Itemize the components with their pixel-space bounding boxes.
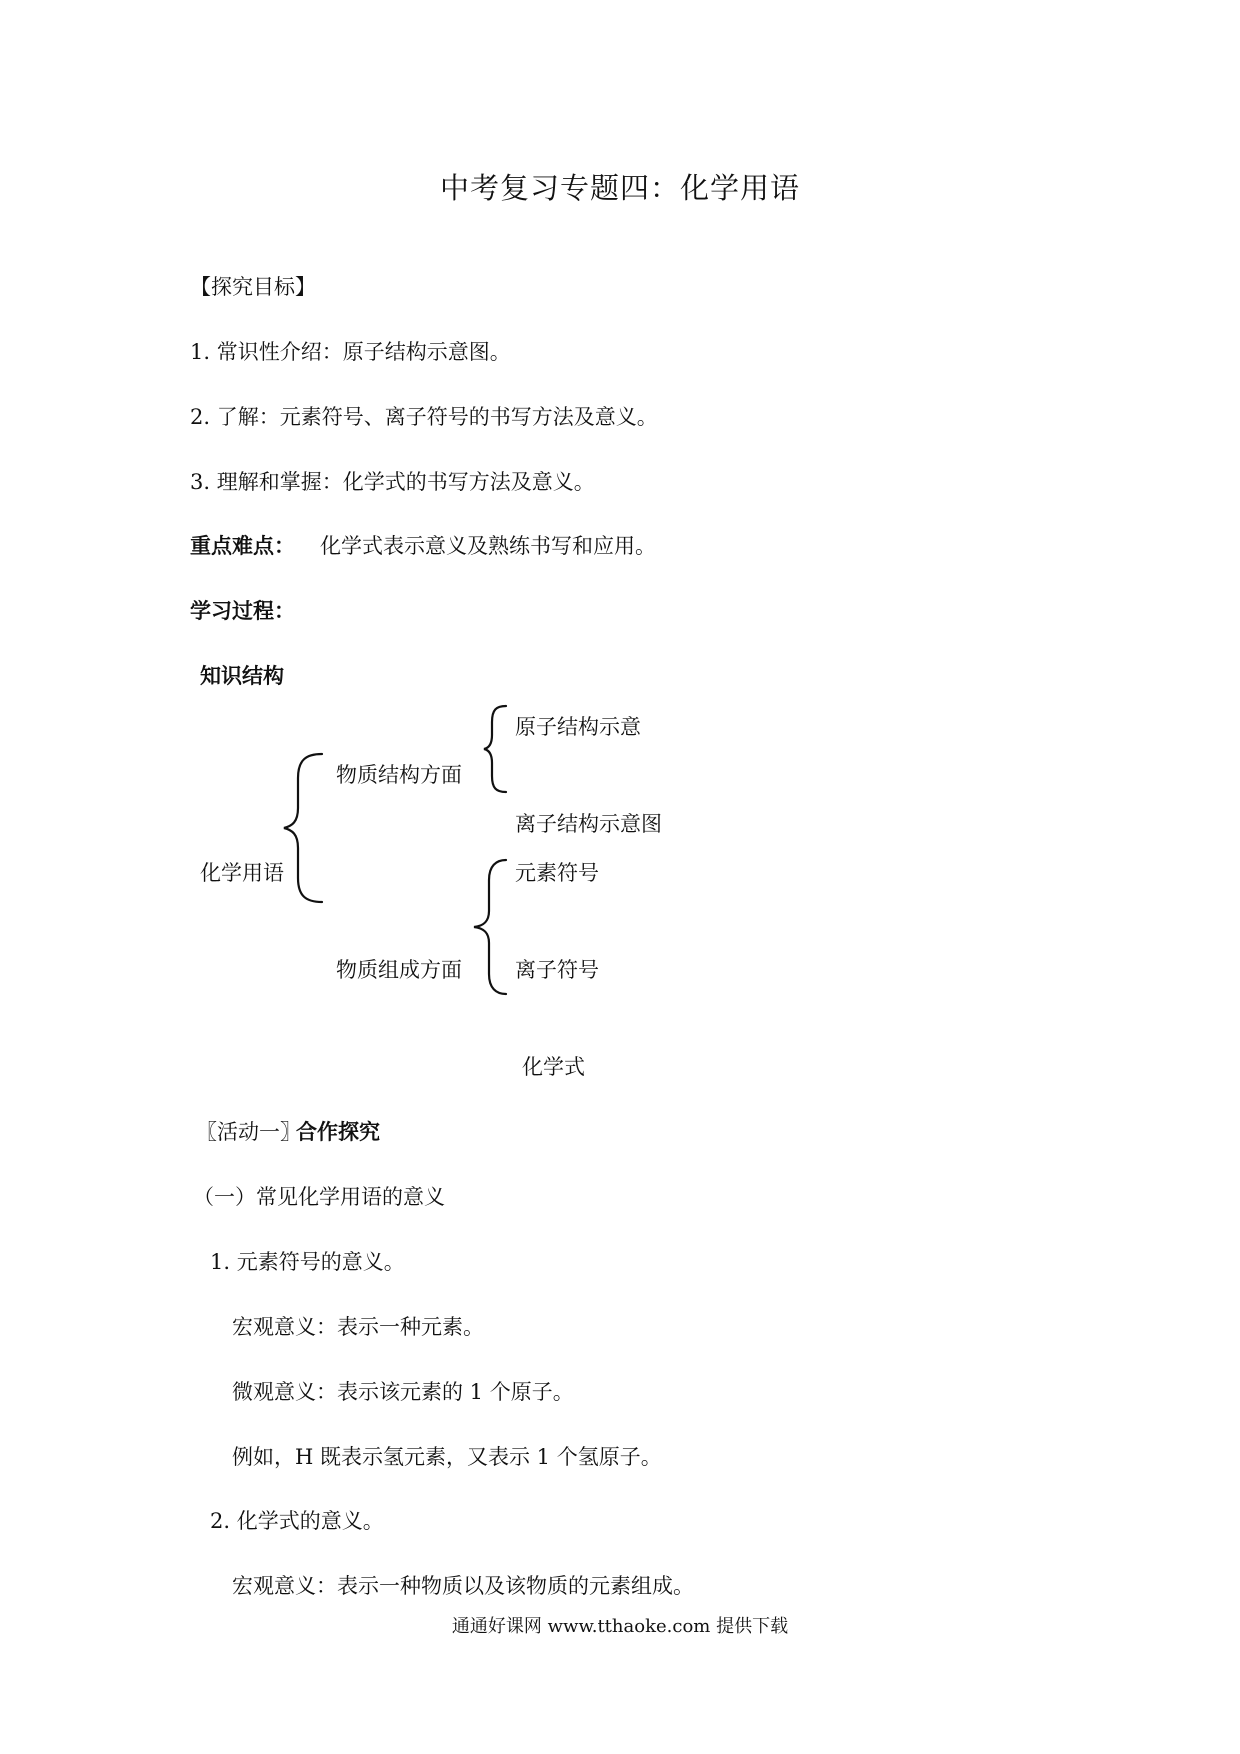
objective-item-1: 1. 常识性介绍：原子结构示意图。 xyxy=(190,340,511,364)
branch-structure: 物质结构方面 xyxy=(336,763,462,787)
page-title: 中考复习专题四：化学用语 xyxy=(439,171,800,205)
brace-root xyxy=(284,754,322,902)
root-node: 化学用语 xyxy=(200,861,284,885)
leaf-atom-diagram: 原子结构示意 xyxy=(515,715,641,739)
brace-structure xyxy=(484,706,506,792)
activity-label: 〖活动一〗 xyxy=(196,1120,301,1144)
brace-composition xyxy=(474,860,506,994)
key-points-label: 重点难点： xyxy=(190,533,295,558)
objective-item-2: 2. 了解：元素符号、离子符号的书写方法及意义。 xyxy=(190,405,658,429)
item1-line-2: 微观意义：表示该元素的 1 个原子。 xyxy=(232,1380,574,1404)
item1-line-3: 例如，H 既表示氢元素，又表示 1 个氢原子。 xyxy=(232,1445,662,1469)
branch-composition: 物质组成方面 xyxy=(336,958,462,982)
item2-line-1: 宏观意义：表示一种物质以及该物质的元素组成。 xyxy=(232,1574,694,1598)
leaf-ion-diagram: 离子结构示意图 xyxy=(515,812,662,836)
item1-line-1: 宏观意义：表示一种元素。 xyxy=(232,1315,484,1339)
objective-item-3: 3. 理解和掌握：化学式的书写方法及意义。 xyxy=(190,470,595,494)
leaf-ion-symbol: 离子符号 xyxy=(515,958,599,982)
footer: 通通好课网 www.tthaoke.com 提供下载 xyxy=(451,1616,789,1637)
objectives-heading: 【探究目标】 xyxy=(190,275,316,299)
item1-heading: 1. 元素符号的意义。 xyxy=(210,1250,405,1274)
activity-title: 合作探究 xyxy=(296,1119,380,1144)
leaf-chemical-formula: 化学式 xyxy=(522,1055,585,1079)
item2-heading: 2. 化学式的意义。 xyxy=(210,1509,384,1533)
section-heading: （一）常见化学用语的意义 xyxy=(193,1185,445,1209)
knowledge-heading: 知识结构 xyxy=(200,663,284,688)
key-points-text: 化学式表示意义及熟练书写和应用。 xyxy=(320,534,656,558)
process-heading: 学习过程： xyxy=(190,598,295,623)
leaf-element-symbol: 元素符号 xyxy=(515,861,599,885)
